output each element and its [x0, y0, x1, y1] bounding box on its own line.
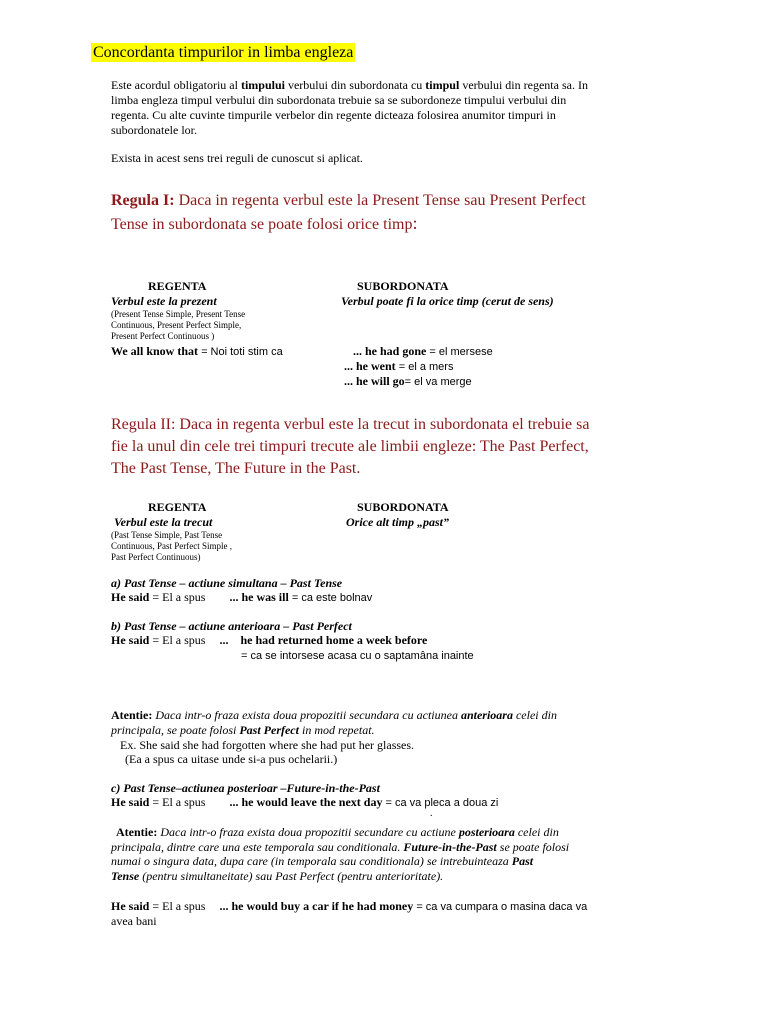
final-example-cont: avea bani	[111, 914, 157, 928]
rule-2	[111, 414, 589, 480]
rule-2-line-1: Regula II: Daca in regenta verbul este la trecut in subordonata el trebuie sa	[111, 416, 590, 433]
atentie-1-example: Ex. She said she had forgotten where she had put her glasses.	[120, 738, 415, 752]
table-1-sub-1: ... he had gone = el mersese	[353, 344, 493, 358]
atentie-2: Atentie: Daca intr-o fraza exista doua propozitii secundare cu actiune posterioara celei din	[116, 825, 559, 839]
rule-2-line-2: fie la unul din cele trei timpuri trecute ale limbii engleze: The Past Perfect,	[111, 438, 589, 455]
atentie-1: Atentie: Daca intr-o fraza exista doua propozitii secundara cu actiunea anterioara celei din	[111, 708, 557, 722]
table-1-tenses-note: (Present Tense Simple, Present Tense Continuous, Present Perfect Simple, Present Perfect Continuous )	[111, 309, 246, 341]
table-1-header-subordonata: SUBORDONATA	[357, 279, 449, 293]
rule-2-line-3: The Past Tense, The Future in the Past.	[111, 460, 361, 477]
rule-1-line-1: Daca in regenta verbul este la Present Tense sau Present Perfect	[174, 192, 586, 209]
table-1-sub-3: ... he will go= el va merge	[344, 374, 472, 388]
case-a-heading: a) Past Tense – actiune simultana – Past Tense	[111, 576, 343, 590]
table-2-header-regenta: REGENTA	[148, 500, 207, 514]
atentie-2-line-4: Tense (pentru simultaneitate) sau Past Perfect (pentru anterioritate).	[111, 869, 444, 883]
table-1-regenta-desc: Verbul este la prezent	[111, 294, 217, 308]
case-c-example: He said = El a spus ... he would leave the next day = ca va pleca a doua zi	[111, 795, 499, 809]
rule-1-line-2: Tense in subordonata se poate folosi orice timp	[111, 216, 413, 233]
table-1-example: We all know that = Noi toti stim ca	[111, 344, 283, 358]
case-c-heading: c) Past Tense–actiunea posterioar –Future-in-the-Past	[111, 781, 380, 795]
atentie-2-line-2: principala, dintre care una este temporala sau conditionala. Future-in-the-Past se poate folosi	[111, 840, 570, 854]
case-a-example: He said = El a spus ... he was ill = ca este bolnav	[111, 590, 373, 604]
intro-rules-count: Exista in acest sens trei reguli de cunoscut si aplicat.	[111, 151, 363, 165]
table-1-sub-2: ... he went = el a mers	[344, 359, 454, 373]
page-title: Concordanta timpurilor in limba engleza	[93, 44, 354, 61]
rule-1-label: Regula I:	[111, 192, 175, 209]
case-c-dot: .	[430, 808, 433, 819]
case-b-translation: = ca se intorsese acasa cu o saptamâna inainte	[241, 650, 474, 662]
table-2-header-subordonata: SUBORDONATA	[357, 500, 449, 514]
table-1-subordonata-desc: Verbul poate fi la orice timp (cerut de sens)	[341, 294, 554, 308]
table-2-regenta-desc: Verbul este la trecut	[114, 515, 213, 529]
intro-line-4: subordonatele lor.	[111, 123, 197, 137]
intro-paragraph	[111, 78, 659, 138]
rule-1	[111, 190, 586, 236]
case-b-example: He said = El a spus ... he had returned home a week before	[111, 633, 428, 647]
atentie-1-translation: (Ea a spus ca uitase unde si-a pus ochelarii.)	[125, 752, 338, 766]
final-example: He said = El a spus ... he would buy a car if he had money = ca va cumpara o masina daca va	[111, 899, 588, 913]
table-1-header-regenta: REGENTA	[148, 279, 207, 293]
intro-line-2: limba engleza timpul verbului din subordonata trebuie sa se subordoneze timpului verbului din	[111, 93, 567, 107]
table-2-subordonata-desc: Orice alt timp „past”	[346, 515, 449, 529]
case-b-heading: b) Past Tense – actiune anterioara – Past Perfect	[111, 619, 352, 633]
table-2-tenses-note: (Past Tense Simple, Past Tense Continuous, Past Perfect Simple , Past Perfect Continuous)	[111, 530, 232, 562]
intro-line-1: Este acordul obligatoriu al timpului verbului din subordonata cu timpul verbului din regenta sa. In	[111, 78, 588, 92]
atentie-1-line-2: principala, se poate folosi Past Perfect in mod repetat.	[111, 723, 375, 737]
intro-line-3: regenta. Cu alte cuvinte timpurile verbelor din regente dicteaza folosirea anumitor timpuri in	[111, 108, 556, 122]
rule-1-colon: :	[412, 213, 418, 233]
atentie-2-line-3: numai o singura data, dupa care (in temporala sau conditionala) se intrebuinteaza Past	[111, 854, 534, 868]
